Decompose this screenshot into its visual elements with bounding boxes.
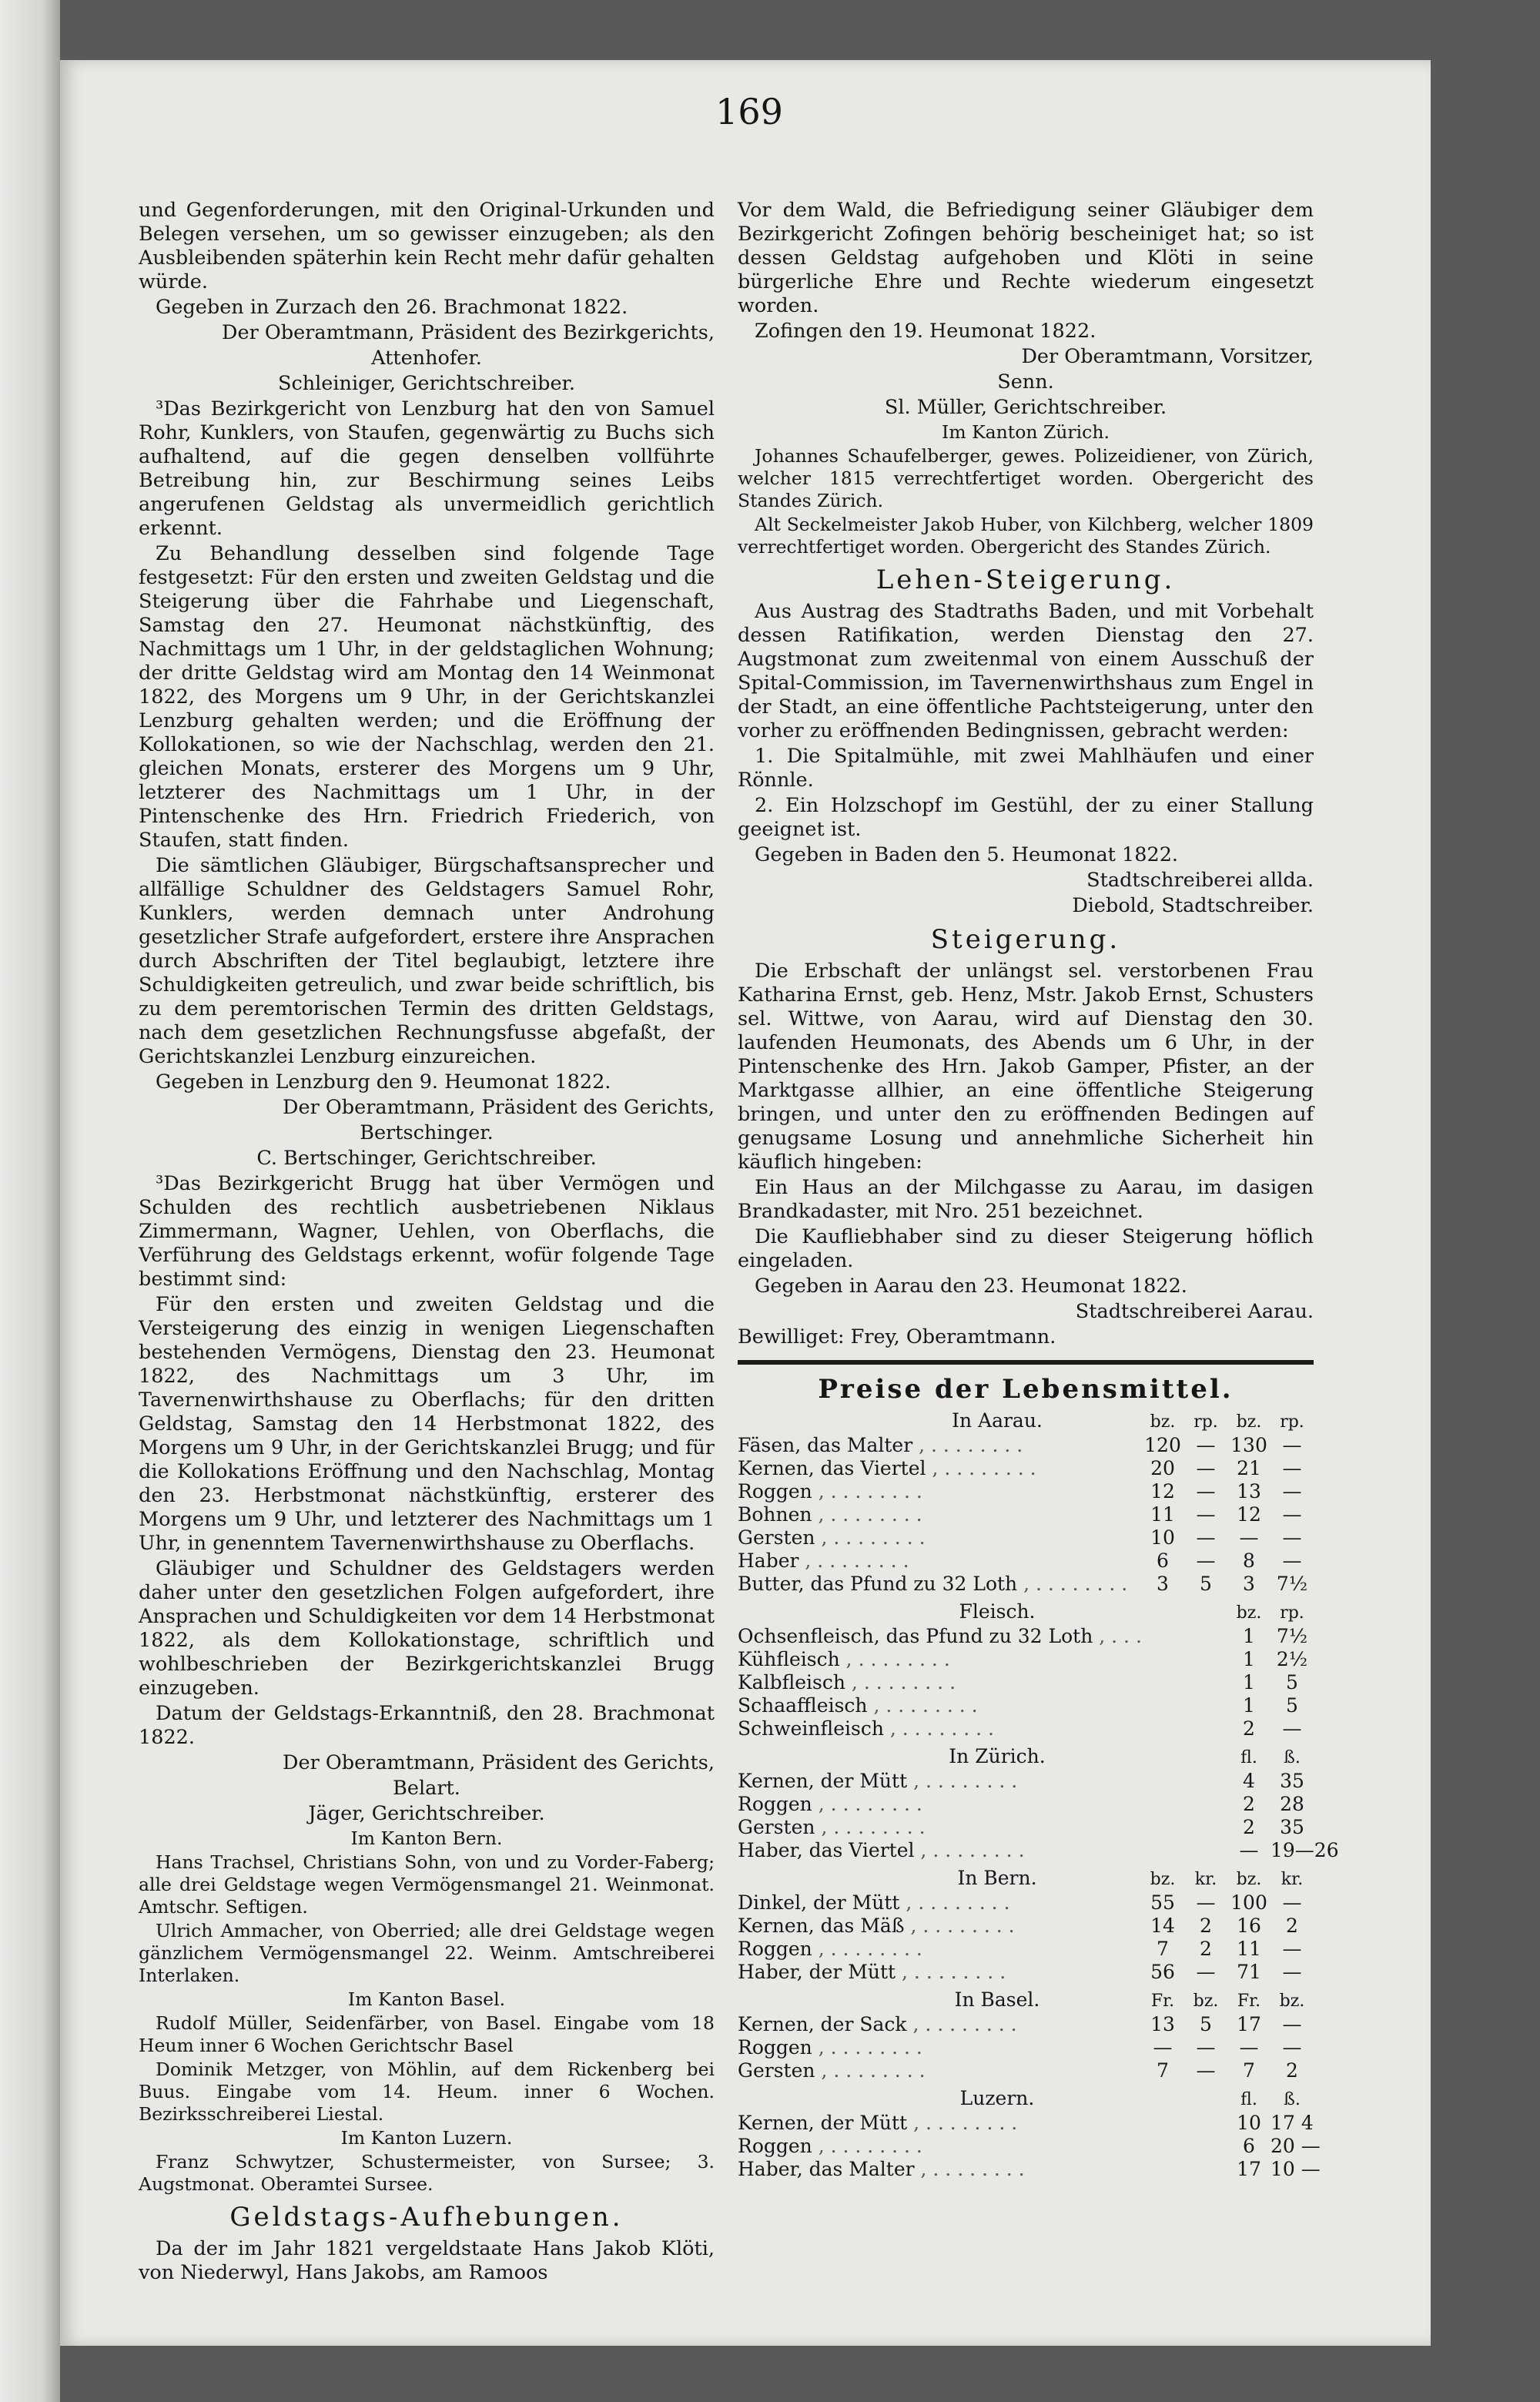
price-unit: rp.: [1194, 1412, 1218, 1432]
price-value: 17: [1237, 2013, 1261, 2035]
price-value: 35: [1280, 1770, 1304, 1792]
price-group-header: [738, 1988, 1314, 2013]
price-group-header: [738, 1600, 1314, 1625]
text-paragraph: Für den ersten und zweiten Geldstag und die Versteigerung des einzig in wenigen Liegenschaften bestehenden Vermögens, Dienstag den 23. Heumonat 1822, des Nachmittags um 3 Uhr, im Tavernenwirthshause zu Oberflachs; für den dritten Geldstag, Samstag den 14 Herbstmonat 1822, des Morgens um 9 Uhr, in der Gerichtskanzlei Brugg; und für die Kollokations Eröffnung und den Nachschlag, Montag den 23. Herbstmonat nächstkünftig, ersterer des Morgens um 9 Uhr, und letzterer des Nachmittags um 1 Uhr, in genenntem Tavernenwirthshause zu Oberflachs.: [139, 1293, 715, 1555]
price-value: 35: [1280, 1816, 1304, 1838]
price-label: Roggen , . . . . . . . .: [738, 1793, 1141, 1816]
price-value: —: [1196, 1457, 1216, 1479]
price-value: —: [1239, 2036, 1259, 2059]
prices-table: [738, 1409, 1339, 2181]
price-value: —: [1196, 1480, 1216, 1503]
price-unit: bz.: [1236, 1870, 1262, 1889]
price-value: 16: [1237, 1915, 1261, 1937]
price-value: —: [1239, 1526, 1259, 1549]
price-unit: bz.: [1150, 1412, 1176, 1432]
price-value: 5: [1200, 1573, 1212, 1595]
price-row: [738, 1648, 1314, 1671]
price-row: [738, 1694, 1314, 1717]
price-row: [738, 1915, 1314, 1938]
text-paragraph: Der Oberamtmann, Präsident des Bezirkgerichts,: [222, 321, 715, 344]
price-label: Ochsenfleisch, das Pfund zu 32 Loth , . . . . . . . .: [738, 1625, 1141, 1648]
section-heading: Steigerung.: [930, 924, 1121, 955]
text-paragraph: Bertschinger.: [360, 1121, 494, 1144]
price-value: 10: [1237, 2112, 1261, 2134]
text-paragraph: Rudolf Müller, Seidenfärber, von Basel. Eingabe vom 18 Heum inner 6 Wochen Gerichtschr Basel: [139, 2012, 715, 2056]
price-value: 21: [1237, 1457, 1261, 1479]
price-unit: bz.: [1236, 1412, 1262, 1432]
price-value: 19—26: [1270, 1839, 1339, 1861]
previous-page-edge: [0, 0, 60, 2402]
price-label: Roggen , . . . . . . . .: [738, 1480, 1141, 1503]
price-label: Haber , . . . . . . . .: [738, 1549, 1141, 1573]
price-group: [738, 1988, 1314, 2082]
price-value: 7½: [1276, 1573, 1308, 1595]
price-value: —: [1282, 1717, 1302, 1740]
price-value: 13: [1150, 2013, 1175, 2035]
text-paragraph: Ein Haus an der Milchgasse zu Aarau, im dasigen Brandkadaster, mit Nro. 251 bezeichnet.: [738, 1176, 1314, 1223]
price-group: [738, 2087, 1321, 2181]
right-column-text: [738, 199, 1314, 1349]
price-value: —: [1196, 1503, 1216, 1526]
price-value: 12: [1150, 1480, 1175, 1503]
price-value: —: [1282, 1891, 1302, 1914]
price-label: Roggen , . . . . . . . .: [738, 2036, 1141, 2059]
price-value: 3: [1157, 1573, 1169, 1595]
text-paragraph: Die Kaufliebhaber sind zu dieser Steigerung höflich eingeladen.: [738, 1225, 1314, 1272]
price-row: [738, 1816, 1314, 1839]
price-value: 2½: [1276, 1648, 1308, 1670]
price-unit: rp.: [1280, 1412, 1304, 1432]
price-row: [738, 1891, 1314, 1915]
price-value: 5: [1200, 2013, 1212, 2035]
text-paragraph: Vor dem Wald, die Befriedigung seiner Gläubiger dem Bezirkgericht Zofingen behörig bescheiniget hat; so ist dessen Geldstag aufgehoben und Klöti in seine bürgerliche Ehre und Rechte wiederum eingesetzt worden.: [738, 199, 1314, 317]
price-row: [738, 2013, 1314, 2036]
price-unit: fl.: [1240, 1748, 1257, 1767]
price-value: —: [1282, 1549, 1302, 1572]
text-paragraph: Im Kanton Luzern.: [340, 2127, 513, 2149]
price-value: 6: [1243, 2135, 1255, 2157]
price-label: Dinkel, der Mütt , . . . . . . . .: [738, 1891, 1141, 1915]
text-paragraph: Die sämtlichen Gläubiger, Bürgschaftsansprecher und allfällige Schuldner des Geldstagers Samuel Rohr, Kunklers, werden demnach unter Androhung gesetzlicher Strafe aufgefordert, erstere ihre Ansprachen durch Abschriften der Titel beglaubigt, letztere ihre Schuldigkeiten getreulich, und zwar beide schriftlich, bis zu dem peremtorischen Termin des dritten Geldstags, nach dem gesetzlichen Rechnungsfusse abgefaßt, der Gerichtskanzlei Lenzburg einzureichen.: [139, 854, 715, 1068]
price-value: —: [1196, 1961, 1216, 1983]
price-row: [738, 1961, 1314, 1984]
price-value: 7½: [1276, 1625, 1308, 1647]
price-value: 17 4: [1270, 2112, 1314, 2134]
price-value: 7: [1157, 1938, 1169, 1960]
price-value: —: [1282, 1961, 1302, 1983]
price-place: In Bern.: [957, 1867, 1037, 1889]
price-label: Haber, das Viertel , . . . . . . . .: [738, 1839, 1141, 1862]
price-value: —: [1282, 2036, 1302, 2059]
price-label: Schweinfleisch , . . . . . . . .: [738, 1717, 1141, 1740]
price-group-header: [738, 1409, 1314, 1434]
text-paragraph: Gläubiger und Schuldner des Geldstagers werden daher unter den gesetzlichen Folgen aufgefordert, ihre Ansprachen und Schuldigkeiten vor dem 14 Herbstmonat 1822, als dem Kollokationstage, schriftlich und wohlbeschrieben der Bezirkgerichtskanzlei Brugg einzugeben.: [139, 1557, 715, 1700]
price-value: 7: [1243, 2059, 1255, 2082]
prices-title: Preise der Lebensmittel.: [818, 1374, 1234, 1405]
text-paragraph: Gegeben in Baden den 5. Heumonat 1822.: [755, 843, 1179, 866]
text-paragraph: Aus Austrag des Stadtraths Baden, und mit Vorbehalt dessen Ratifikation, werden Dienstag den 27. Augstmonat zum zweitenmal von einem Ausschuß der Spital-Commission, im Tavernenwirthshaus zum Engel in der Stadt, an eine öffentliche Pachtsteigerung, unter den vorher zu eröffnenden Bedingnissen, gebracht werden:: [738, 600, 1314, 742]
text-paragraph: Ulrich Ammacher, von Oberried; alle drei Geldstage wegen gänzlichem Vermögensmangel 22. Weinm. Amtschreiberei Interlaken.: [139, 1920, 715, 1986]
price-place: In Basel.: [954, 1988, 1040, 2011]
price-value: 5: [1286, 1694, 1298, 1717]
price-value: 2: [1243, 1816, 1255, 1838]
price-unit: fl.: [1240, 2090, 1257, 2109]
price-value: —: [1282, 1480, 1302, 1503]
price-value: 55: [1150, 1891, 1175, 1914]
price-value: 1: [1243, 1625, 1255, 1647]
price-value: 28: [1280, 1793, 1304, 1815]
text-paragraph: Diebold, Stadtschreiber.: [1072, 894, 1314, 917]
price-row: [738, 2036, 1314, 2059]
price-value: 71: [1237, 1961, 1261, 1983]
price-value: 2: [1200, 1915, 1212, 1937]
price-unit: bz.: [1150, 1870, 1176, 1889]
text-paragraph: Die Erbschaft der unlängst sel. verstorbenen Frau Katharina Ernst, geb. Henz, Mstr. Jakob Ernst, Schusters sel. Wittwe, von Aarau, wird auf Dienstag den 30. laufenden Heumonats, des Abends um 6 Uhr, in der Pintenschenke des Hrn. Jakob Gamper, Pfister, an der Marktgasse allhier, an eine öffentliche Steigerung bringen, und unter den zu eröffnenden Bedingen auf genugsame Losung und annehmliche Sicherheit hin käuflich hingeben:: [738, 960, 1314, 1174]
price-row: [738, 1671, 1314, 1694]
price-group: [738, 1745, 1339, 1862]
text-paragraph: Gegeben in Lenzburg den 9. Heumonat 1822.: [156, 1070, 611, 1094]
price-value: 8: [1243, 1549, 1255, 1572]
price-value: —: [1282, 1503, 1302, 1526]
price-unit: ß.: [1284, 1748, 1301, 1767]
price-value: 5: [1286, 1671, 1298, 1693]
text-paragraph: Dominik Metzger, von Möhlin, auf dem Rickenberg bei Buus. Eingabe vom 14. Heum. inner 6 Wochen. Bezirksschreiberei Liestal.: [139, 2059, 715, 2125]
price-value: 12: [1237, 1503, 1261, 1526]
text-paragraph: Der Oberamtmann, Präsident des Gerichts,: [283, 1096, 715, 1119]
price-value: —: [1153, 2036, 1173, 2059]
price-value: —: [1196, 2036, 1216, 2059]
left-column: [139, 199, 715, 2286]
text-paragraph: Stadtschreiberei Aarau.: [1075, 1300, 1314, 1323]
price-value: 11: [1237, 1938, 1261, 1960]
price-value: 2: [1200, 1938, 1212, 1960]
price-value: 2: [1286, 1915, 1298, 1937]
price-label: Roggen , . . . . . . . .: [738, 1938, 1141, 1961]
price-label: Gersten , . . . . . . . .: [738, 1816, 1141, 1839]
price-row: [738, 2158, 1321, 2181]
price-group: [738, 1600, 1314, 1740]
price-label: Haber, das Malter , . . . . . . . .: [738, 2158, 1141, 2181]
price-value: —: [1282, 1938, 1302, 1960]
price-unit: bz.: [1236, 1603, 1262, 1623]
price-value: 7: [1157, 2059, 1169, 2082]
price-unit: Fr.: [1237, 1992, 1261, 2011]
text-paragraph: Franz Schwytzer, Schustermeister, von Sursee; 3. Augstmonat. Oberamtei Sursee.: [139, 2151, 715, 2195]
text-paragraph: Zu Behandlung desselben sind folgende Tage festgesetzt: Für den ersten und zweiten Geldstag und die Steigerung über die Fahrhabe und Liegenschaft, Samstag den 27. Heumonat nächstkünftig, des Nachmittags um 1 Uhr, in der geldstaglichen Wohnung; der dritte Geldstag wird am Montag den 14 Weinmonat 1822, des Morgens um 9 Uhr, in der Gerichtskanzlei Lenzburg gehalten werden; und die Eröffnung der Kollokationen, so wie der Nachschlag, werden den 21. gleichen Monats, ersterer des Morgens um 9 Uhr, letzterer des Nachmittags um 1 Uhr, in der Pintenschenke des Hrn. Friedrich Friederich, von Staufen, statt finden.: [139, 542, 715, 852]
price-value: —: [1282, 1457, 1302, 1479]
price-value: 10: [1150, 1526, 1175, 1549]
price-label: Kernen, der Mütt , . . . . . . . .: [738, 1770, 1141, 1793]
text-paragraph: Jäger, Gerichtschreiber.: [308, 1802, 545, 1825]
price-label: Kernen, das Viertel , . . . . . . . .: [738, 1457, 1141, 1480]
price-value: 10 —: [1270, 2158, 1321, 2180]
text-paragraph: Senn.: [997, 370, 1054, 394]
section-heading: Geldstags-Aufhebungen.: [229, 2202, 624, 2233]
price-value: —: [1282, 2013, 1302, 2035]
price-value: 4: [1243, 1770, 1255, 1792]
text-paragraph: und Gegenforderungen, mit den Original-Urkunden und Belegen versehen, um so gewisser einzugeben; als den Ausbleibenden späterhin kein Recht mehr dafür gehalten würde.: [139, 199, 715, 293]
price-row: [738, 1717, 1314, 1740]
text-paragraph: Bewilliget: Frey, Oberamtmann.: [738, 1325, 1056, 1348]
price-place: In Aarau.: [952, 1409, 1043, 1432]
price-value: 13: [1237, 1480, 1261, 1503]
price-unit: kr.: [1281, 1870, 1304, 1889]
price-value: 130: [1230, 1434, 1267, 1456]
text-paragraph: Da der im Jahr 1821 vergeldstaate Hans Jakob Klöti, von Niederwyl, Hans Jakobs, am Ramoos: [139, 2237, 715, 2284]
price-value: —: [1239, 1839, 1259, 1861]
price-value: 17: [1237, 2158, 1261, 2180]
price-row: [738, 2059, 1314, 2082]
price-label: Roggen , . . . . . . . .: [738, 2135, 1141, 2158]
price-value: —: [1196, 2059, 1216, 2082]
text-paragraph: ³Das Bezirkgericht Brugg hat über Vermögen und Schulden des rechtlich ausbetriebenen Niklaus Zimmermann, Wagner, Uehlen, von Oberflachs, die Verführung des Geldstags erkennt, wofür folgende Tage bestimmt sind:: [139, 1172, 715, 1291]
right-column: [738, 199, 1339, 2183]
price-value: —: [1196, 1526, 1216, 1549]
price-place: In Zürich.: [949, 1745, 1046, 1767]
price-value: 56: [1150, 1961, 1175, 1983]
price-unit: ß.: [1284, 2090, 1301, 2109]
text-paragraph: Im Kanton Basel.: [347, 1988, 506, 2010]
price-row: [738, 1434, 1314, 1457]
text-paragraph: Der Oberamtmann, Vorsitzer,: [1021, 345, 1314, 368]
price-value: —: [1196, 1891, 1216, 1914]
price-row: [738, 2135, 1321, 2158]
price-row: [738, 1457, 1314, 1480]
price-label: Bohnen , . . . . . . . .: [738, 1503, 1141, 1526]
price-row: [738, 1526, 1314, 1549]
price-group: [738, 1409, 1314, 1596]
price-value: 100: [1230, 1891, 1267, 1914]
price-value: 6: [1157, 1549, 1169, 1572]
price-value: 1: [1243, 1694, 1255, 1717]
price-label: Butter, das Pfund zu 32 Loth , . . . . . . . .: [738, 1573, 1141, 1596]
price-label: Schaaffleisch , . . . . . . . .: [738, 1694, 1141, 1717]
price-value: —: [1282, 1526, 1302, 1549]
price-value: 1: [1243, 1671, 1255, 1693]
text-paragraph: Datum der Geldstags-Erkanntniß, den 28. Brachmonat 1822.: [139, 1702, 715, 1749]
price-label: Kalbfleisch , . . . . . . . .: [738, 1671, 1141, 1694]
price-group-header: [738, 2087, 1314, 2112]
price-label: Haber, der Mütt , . . . . . . . .: [738, 1961, 1141, 1984]
price-unit: bz.: [1279, 1992, 1305, 2011]
price-row: [738, 1573, 1314, 1596]
price-unit: kr.: [1194, 1870, 1217, 1889]
price-value: 11: [1150, 1503, 1175, 1526]
price-value: —: [1196, 1549, 1216, 1572]
text-paragraph: Stadtschreiberei allda.: [1086, 869, 1314, 892]
price-label: Kernen, der Sack , . . . . . . . .: [738, 2013, 1141, 2036]
price-label: Gersten , . . . . . . . .: [738, 2059, 1141, 2082]
price-value: 3: [1243, 1573, 1255, 1595]
price-place: Fleisch.: [959, 1600, 1036, 1623]
text-paragraph: Im Kanton Bern.: [350, 1827, 503, 1849]
price-row: [738, 1770, 1314, 1793]
price-value: 1: [1243, 1648, 1255, 1670]
text-paragraph: Hans Trachsel, Christians Sohn, von und zu Vorder-Faberg; alle drei Geldstage wegen Vermögensmangel 21. Weinmonat. Amtschr. Seftigen.: [139, 1851, 715, 1918]
text-paragraph: Der Oberamtmann, Präsident des Gerichts,: [283, 1751, 715, 1774]
text-paragraph: Zofingen den 19. Heumonat 1822.: [755, 320, 1096, 343]
price-unit: rp.: [1280, 1603, 1304, 1623]
text-paragraph: Sl. Müller, Gerichtschreiber.: [884, 396, 1167, 419]
text-paragraph: Belart.: [393, 1777, 460, 1800]
text-paragraph: Schleiniger, Gerichtschreiber.: [277, 372, 576, 395]
price-unit: Fr.: [1150, 1992, 1175, 2011]
price-value: 14: [1150, 1915, 1175, 1937]
price-row: [738, 1503, 1314, 1526]
price-row: [738, 1938, 1314, 1961]
price-group-header: [738, 1745, 1314, 1770]
price-place: Luzern.: [959, 2087, 1035, 2109]
text-paragraph: 1. Die Spitalmühle, mit zwei Mahlhäufen und einer Rönnle.: [738, 745, 1314, 792]
price-value: 2: [1243, 1717, 1255, 1740]
price-value: —: [1282, 1434, 1302, 1456]
text-paragraph: ³Das Bezirkgericht von Lenzburg hat den von Samuel Rohr, Kunklers, von Staufen, gegenwärtig zu Buchs sich aufhaltend, auf die gegen denselben vollführte Betreibung hin, zur Beschirmung seines Leibs angerufenen Geldstag als unvermeidlich gerichtlich erkennt.: [139, 397, 715, 540]
price-row: [738, 1625, 1314, 1648]
text-paragraph: Johannes Schaufelberger, gewes. Polizeidiener, von Zürich, welcher 1815 verrechtfertiget worden. Obergericht des Standes Zürich.: [738, 445, 1314, 511]
section-heading: Lehen-Steigerung.: [875, 564, 1176, 595]
price-label: Kühfleisch , . . . . . . . .: [738, 1648, 1141, 1671]
text-paragraph: Gegeben in Aarau den 23. Heumonat 1822.: [755, 1275, 1187, 1298]
price-group: [738, 1867, 1314, 1984]
text-paragraph: 2. Ein Holzschopf im Gestühl, der zu einer Stallung geeignet ist.: [738, 794, 1314, 841]
price-label: Kernen, der Mütt , . . . . . . . .: [738, 2112, 1141, 2135]
page-number: 169: [715, 91, 783, 132]
price-value: 120: [1144, 1434, 1181, 1456]
price-unit: bz.: [1193, 1992, 1219, 2011]
price-value: 20 —: [1270, 2135, 1321, 2157]
price-value: 2: [1243, 1793, 1255, 1815]
price-label: Fäsen, das Malter , . . . . . . . .: [738, 1434, 1141, 1457]
text-paragraph: Attenhofer.: [371, 347, 482, 370]
price-row: [738, 1793, 1314, 1816]
text-paragraph: Im Kanton Zürich.: [942, 421, 1110, 443]
prices-rule: [738, 1360, 1314, 1365]
price-label: Gersten , . . . . . . . .: [738, 1526, 1141, 1549]
price-value: 20: [1150, 1457, 1175, 1479]
price-value: 2: [1286, 2059, 1298, 2082]
price-row: [738, 1549, 1314, 1573]
price-value: —: [1196, 1434, 1216, 1456]
price-row: [738, 2112, 1314, 2135]
price-row: [738, 1480, 1314, 1503]
price-row: [738, 1839, 1339, 1862]
text-paragraph: Gegeben in Zurzach den 26. Brachmonat 1822.: [156, 296, 628, 319]
text-paragraph: C. Bertschinger, Gerichtschreiber.: [256, 1147, 597, 1170]
price-group-header: [738, 1867, 1314, 1891]
text-paragraph: Alt Seckelmeister Jakob Huber, von Kilchberg, welcher 1809 verrechtfertiget worden. Obergericht des Standes Zürich.: [738, 514, 1314, 558]
price-label: Kernen, das Mäß , . . . . . . . .: [738, 1915, 1141, 1938]
